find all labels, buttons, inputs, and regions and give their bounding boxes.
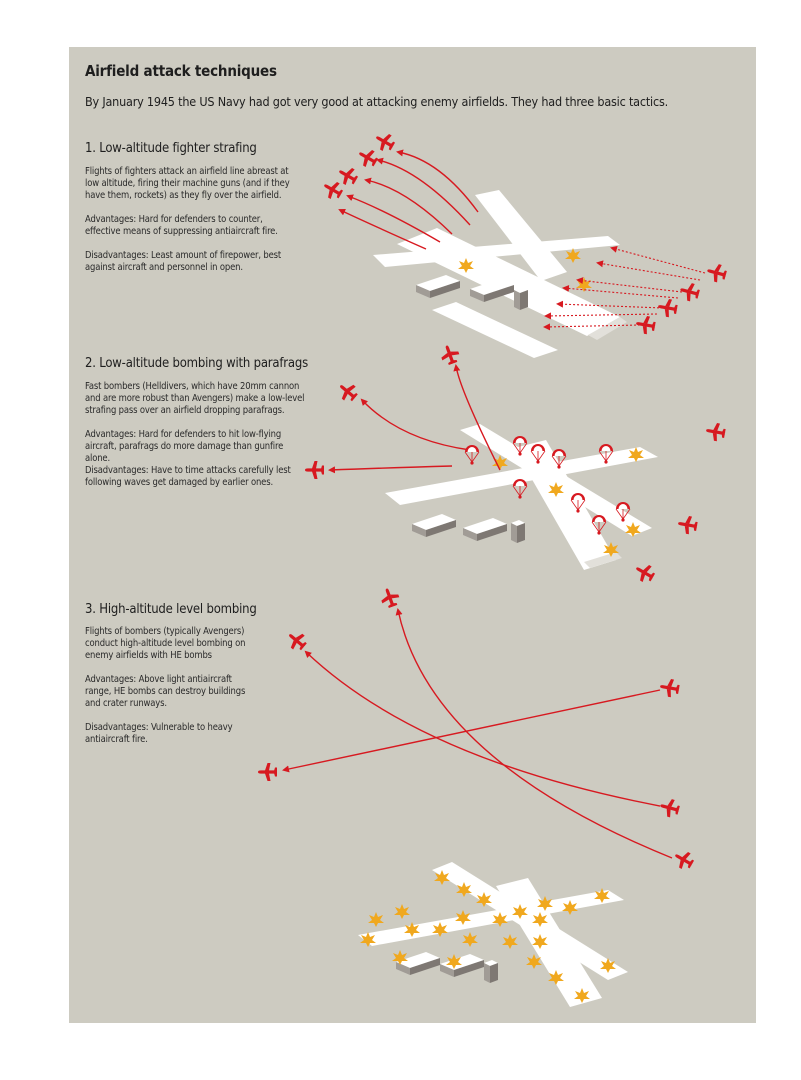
plane-icon: [438, 343, 461, 367]
airfield-3: [358, 862, 628, 1007]
gunfire-lines-1: [545, 248, 705, 327]
explosion-icon: [368, 912, 384, 927]
plane-icon: [705, 421, 727, 442]
section-3-disadvantages: Disadvantages: Vulnerable to heavy antiaircraft fire.: [85, 722, 233, 745]
explosion-icon: [394, 904, 410, 919]
section-2-description: Fast bombers (Helldivers, which have 20mm cannon and are more robust than Avengers) make a low-level strafing pass over an airfield dropping parafrags.: [85, 381, 305, 416]
section-3-advantages: Advantages: Above light antiaircraft range, HE bombs can destroy buildings and crater runways.: [85, 674, 246, 709]
plane-icon: [335, 379, 361, 405]
section-1-advantages: Advantages: Hard for defenders to counter, effective means of suppressing antiaircraft fire.: [85, 214, 278, 237]
flight-paths-3: [284, 610, 672, 858]
plane-icon: [671, 847, 696, 872]
parachute-icon: [465, 445, 479, 465]
control-tower: [514, 287, 528, 310]
explosion-icon: [502, 934, 518, 949]
section-1-heading: 1. Low-altitude fighter strafing: [85, 141, 257, 156]
airfield-1: [373, 190, 627, 358]
section-2-disadvantages: Disadvantages: Have to time attacks carefully lest following waves get damaged by earlier ones.: [85, 465, 291, 488]
page-title: Airfield attack techniques: [85, 62, 277, 80]
plane-icon: [378, 586, 401, 610]
plane-icon: [657, 297, 679, 318]
plane-icon: [258, 763, 277, 781]
parachute-icon: [513, 479, 527, 499]
section-2-advantages: Advantages: Hard for defenders to hit low-flying aircraft, parafrags do more damage than gunfire alone.: [85, 429, 284, 464]
plane-icon: [372, 129, 397, 154]
hangar-building: [412, 514, 456, 537]
hangar-building: [440, 954, 484, 977]
section-1-description: Flights of fighters attack an airfield line abreast at low altitude, firing their machine guns (and if they have them, rockets) as they fly over the airfield.: [85, 166, 290, 201]
plane-icon: [635, 314, 657, 335]
flight-paths-1: [340, 152, 478, 249]
page-subtitle: By January 1945 the US Navy had got very good at attacking enemy airfields. They had three basic tactics.: [85, 94, 668, 109]
plane-icon: [355, 145, 380, 170]
section-3-description: Flights of bombers (typically Avengers) conduct high-altitude level bombing on enemy airfields with HE bombs: [85, 626, 246, 661]
section-3-heading: 3. High-altitude level bombing: [85, 602, 257, 617]
section-2-heading: 2. Low-altitude bombing with parafrags: [85, 356, 308, 371]
control-tower: [484, 960, 498, 983]
plane-icon: [632, 560, 657, 585]
plane-icon: [305, 461, 324, 479]
plane-icon: [659, 677, 681, 698]
flight-paths-2: [330, 366, 500, 470]
plane-icon: [284, 628, 310, 654]
plane-icon: [677, 514, 699, 535]
plane-icon: [705, 262, 728, 284]
hangar-building: [463, 518, 507, 541]
section-1-disadvantages: Disadvantages: Least amount of firepower, best against aircraft and personnel in open.: [85, 250, 282, 273]
plane-icon: [658, 797, 681, 819]
explosion-icon: [462, 932, 478, 947]
hangar-building: [416, 275, 460, 298]
explosion-icon: [565, 248, 581, 263]
control-tower: [511, 520, 525, 543]
plane-icon: [320, 177, 345, 202]
